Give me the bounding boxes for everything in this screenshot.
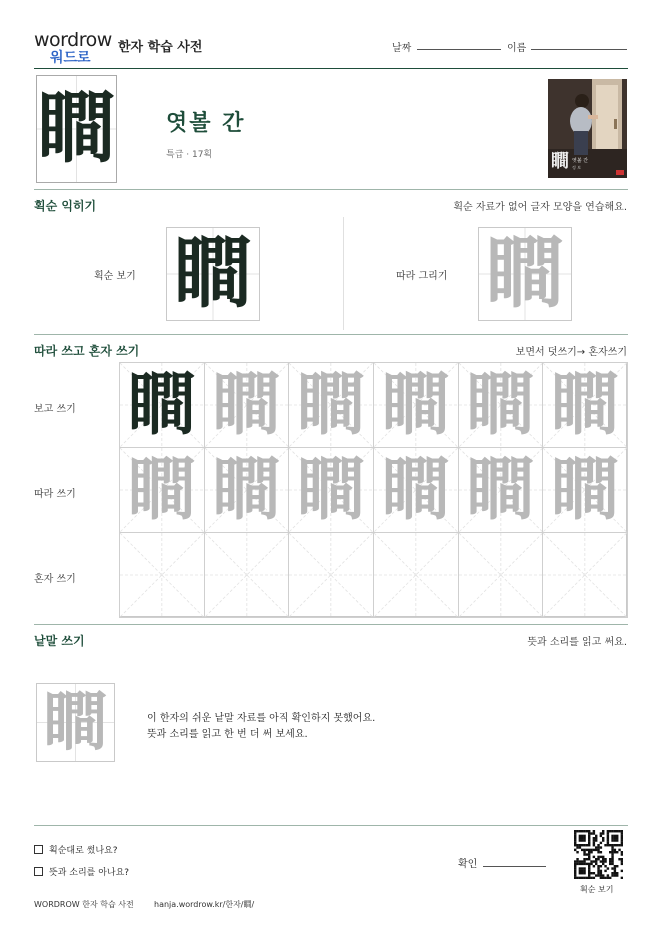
check-item-meaning[interactable] xyxy=(34,865,129,878)
practice-cell[interactable] xyxy=(119,362,205,448)
illustration-caption-sub: 정 보 xyxy=(572,165,581,170)
check-box-icon[interactable] xyxy=(34,845,43,854)
stroke-trace-box[interactable] xyxy=(478,227,572,321)
practice-grid xyxy=(119,362,627,617)
stroke-view-label: 획순 보기 xyxy=(94,271,136,282)
word-message-line2: 뜻과 소리를 읽고 한 번 더 써 보세요. xyxy=(147,729,308,740)
app-title: 한자 학습 사전 xyxy=(118,40,203,55)
confirm-label: 확인 xyxy=(458,859,478,870)
header-divider xyxy=(34,68,628,69)
trace-character: 瞷 xyxy=(381,365,450,445)
qr-code-graphic xyxy=(574,830,623,879)
trace-character: 瞷 xyxy=(297,365,366,445)
practice-cell[interactable] xyxy=(373,362,459,448)
qr-code[interactable] xyxy=(574,830,623,879)
word-character: 瞷 xyxy=(43,684,108,760)
date-field[interactable] xyxy=(417,49,501,50)
date-label: 날짜 xyxy=(392,43,412,54)
word-message-line1: 이 한자의 쉬운 낱말 자료를 아직 확인하지 못했어요. xyxy=(147,713,376,724)
practice-cell[interactable] xyxy=(373,447,459,533)
logo xyxy=(34,30,112,68)
practice-row-label-alone: 혼자 쓰기 xyxy=(34,574,76,585)
trace-character: 瞷 xyxy=(212,450,281,530)
hero-character-box xyxy=(36,75,117,183)
check-item-stroke-order[interactable] xyxy=(34,843,118,856)
practice-section-note: 보면서 덧쓰기→ 혼자쓰기 xyxy=(515,347,627,358)
confirm-field[interactable] xyxy=(483,866,546,867)
illustration-caption-hanja: 瞷 xyxy=(551,151,569,172)
practice-cell[interactable] xyxy=(458,447,544,533)
stroke-trace-character: 瞷 xyxy=(485,228,564,319)
trace-character: 瞷 xyxy=(212,365,281,445)
guide-lines xyxy=(374,533,458,617)
hero-divider xyxy=(34,189,628,190)
stroke-divider xyxy=(34,334,628,335)
check-label-stroke-order: 획순대로 썼나요? xyxy=(49,846,118,856)
practice-cell[interactable] xyxy=(542,362,628,448)
trace-character: 瞷 xyxy=(381,450,450,530)
check-box-icon[interactable] xyxy=(34,867,43,876)
stroke-section-note: 획순 자료가 없어 글자 모양을 연습해요. xyxy=(453,202,627,213)
practice-cell[interactable] xyxy=(458,362,544,448)
trace-character: 瞷 xyxy=(466,450,535,530)
trace-character: 瞷 xyxy=(297,450,366,530)
guide-lines xyxy=(120,533,204,617)
hero-meta: 특급 · 17획 xyxy=(166,150,213,160)
illustration-badge xyxy=(616,170,624,175)
trace-character: 瞷 xyxy=(466,365,535,445)
word-section-title: 낱말 쓰기 xyxy=(34,634,85,648)
trace-character: 瞷 xyxy=(551,450,620,530)
practice-section-title: 따라 쓰고 혼자 쓰기 xyxy=(34,344,140,358)
trace-character: 瞷 xyxy=(127,450,196,530)
practice-cell[interactable] xyxy=(542,532,628,618)
logo-wordmark: wordrow xyxy=(34,29,112,51)
practice-cell[interactable] xyxy=(204,447,290,533)
guide-lines xyxy=(205,533,289,617)
hero-illustration xyxy=(548,79,627,178)
practice-cell[interactable] xyxy=(542,447,628,533)
hero-character: 瞷 xyxy=(37,83,116,174)
check-label-meaning: 뜻과 소리를 아나요? xyxy=(49,868,130,878)
stroke-section-split xyxy=(343,217,344,330)
word-character-box[interactable] xyxy=(36,683,115,762)
illustration-caption-meaning: 엿볼 간 xyxy=(572,158,589,164)
practice-cell[interactable] xyxy=(288,532,374,618)
guide-lines xyxy=(543,533,627,617)
guide-lines xyxy=(459,533,543,617)
stroke-section-title: 획순 익히기 xyxy=(34,199,97,213)
footer-brand: WORDROW 한자 학습 사전 xyxy=(34,900,134,909)
hero-meaning: 엿볼 간 xyxy=(166,111,246,136)
practice-row-label-trace: 따라 쓰기 xyxy=(34,489,76,500)
practice-cell[interactable] xyxy=(204,362,290,448)
practice-divider xyxy=(34,624,628,625)
practice-cell[interactable] xyxy=(288,362,374,448)
word-section-note: 뜻과 소리를 읽고 써요. xyxy=(527,637,627,648)
qr-label: 획순 보기 xyxy=(580,885,614,894)
guide-lines xyxy=(289,533,373,617)
name-label: 이름 xyxy=(507,43,527,54)
practice-cell[interactable] xyxy=(119,447,205,533)
name-field[interactable] xyxy=(531,49,627,50)
logo-korean: 워드로 xyxy=(50,50,91,66)
model-character: 瞷 xyxy=(127,365,196,445)
practice-cell[interactable] xyxy=(458,532,544,618)
stroke-trace-label: 따라 그리기 xyxy=(396,271,448,282)
stroke-view-character: 瞷 xyxy=(173,228,252,319)
practice-cell[interactable] xyxy=(119,532,205,618)
practice-row-label-see: 보고 쓰기 xyxy=(34,404,76,415)
practice-cell[interactable] xyxy=(204,532,290,618)
trace-character: 瞷 xyxy=(551,365,620,445)
stroke-view-box xyxy=(166,227,260,321)
footer-url[interactable]: hanja.wordrow.kr/한자/瞷/ xyxy=(154,900,255,909)
practice-cell[interactable] xyxy=(288,447,374,533)
practice-cell[interactable] xyxy=(373,532,459,618)
footer-divider xyxy=(34,825,628,826)
